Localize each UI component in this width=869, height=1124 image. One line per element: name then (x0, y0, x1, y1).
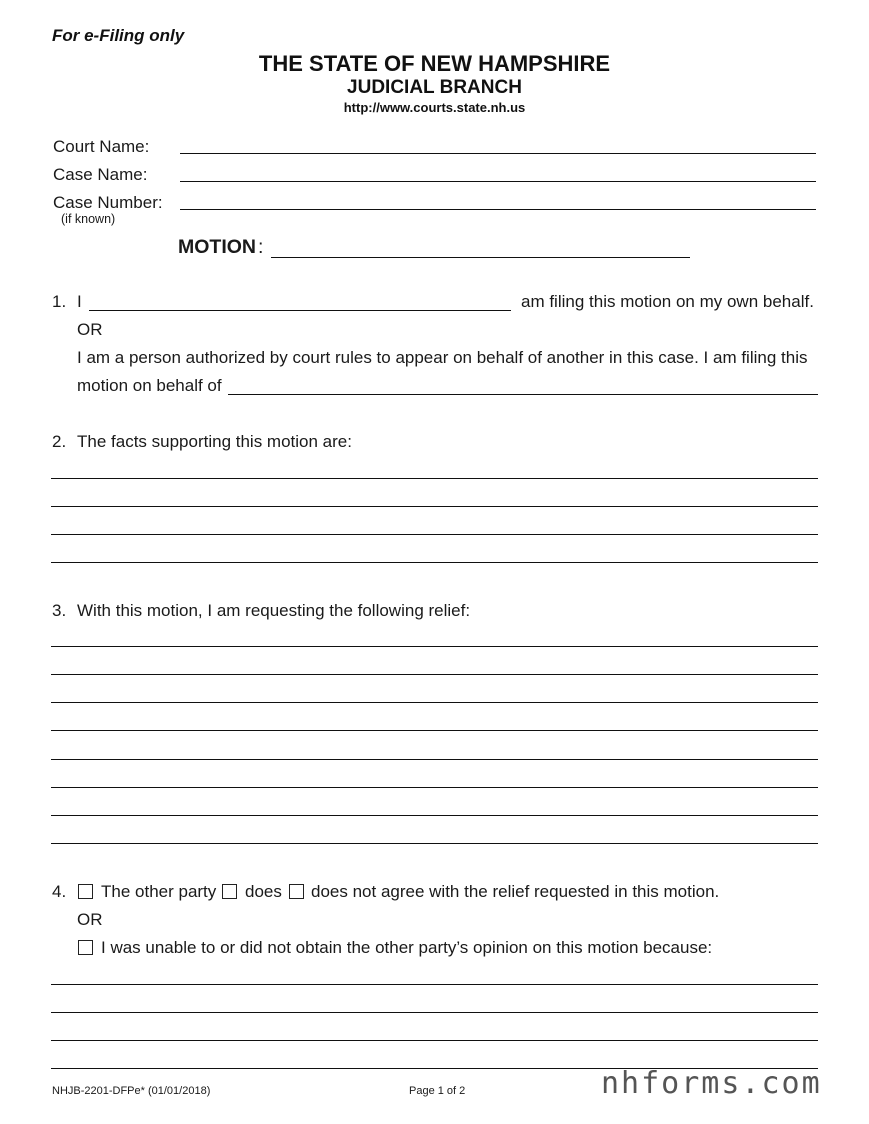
section-2-number: 2. (52, 432, 67, 451)
section-1-i: I (77, 292, 82, 311)
courts-url: http://www.courts.state.nh.us (343, 100, 526, 115)
unable-line (51, 1040, 818, 1041)
facts-field[interactable] (51, 464, 818, 564)
on-behalf-label: motion on behalf of (77, 376, 222, 395)
relief-line (51, 843, 818, 844)
on-behalf-field[interactable] (228, 394, 818, 395)
other-party-text: The other party (101, 882, 217, 901)
section-4-number: 4. (52, 882, 67, 901)
efiling-notice: For e-Filing only (52, 26, 185, 45)
state-title: THE STATE OF NEW HAMPSHIRE (258, 51, 611, 76)
filer-name-field[interactable] (89, 310, 511, 311)
section-3-number: 3. (52, 601, 67, 620)
case-name-field[interactable] (180, 181, 816, 182)
section-1-number: 1. (52, 292, 67, 311)
relief-line (51, 787, 818, 788)
unable-checkbox[interactable] (78, 940, 93, 955)
unable-line (51, 984, 818, 985)
case-number-label: Case Number: (53, 193, 163, 212)
case-number-field[interactable] (180, 209, 816, 210)
branch-title: JUDICIAL BRANCH (347, 77, 522, 98)
motion-colon: : (258, 236, 264, 258)
does-not-agree-text: does not agree with the relief requested in this motion. (311, 882, 720, 901)
facts-line (51, 506, 818, 507)
unable-line (51, 1012, 818, 1013)
relief-label: With this motion, I am requesting the following relief: (77, 601, 471, 620)
page-number: Page 1 of 2 (409, 1085, 466, 1097)
facts-label: The facts supporting this motion are: (77, 432, 352, 451)
unable-reason-field[interactable] (51, 970, 818, 1070)
does-text: does (245, 882, 282, 901)
relief-line (51, 674, 818, 675)
authorized-text: I am a person authorized by court rules to appear on behalf of another in this case. I am filing this (77, 348, 808, 367)
case-name-label: Case Name: (53, 165, 148, 184)
facts-line (51, 478, 818, 479)
does-agree-checkbox[interactable] (222, 884, 237, 899)
relief-line (51, 815, 818, 816)
if-known-note: (if known) (61, 212, 116, 226)
unable-text: I was unable to or did not obtain the other party’s opinion on this motion because: (101, 938, 713, 957)
section-1-or: OR (77, 320, 103, 339)
relief-line (51, 702, 818, 703)
relief-field[interactable] (51, 632, 818, 846)
court-name-label: Court Name: (53, 137, 150, 156)
other-party-checkbox[interactable] (78, 884, 93, 899)
motion-label: MOTION (178, 236, 256, 258)
does-not-agree-checkbox[interactable] (289, 884, 304, 899)
section-4-or: OR (77, 910, 103, 929)
court-name-field[interactable] (180, 153, 816, 154)
facts-line (51, 562, 818, 563)
relief-line (51, 759, 818, 760)
watermark: nhforms.com (601, 1066, 822, 1101)
motion-title-field[interactable] (271, 257, 690, 258)
form-id: NHJB-2201-DFPe* (01/01/2018) (52, 1085, 211, 1097)
own-behalf-text: am filing this motion on my own behalf. (521, 292, 814, 311)
relief-line (51, 646, 818, 647)
relief-line (51, 730, 818, 731)
facts-line (51, 534, 818, 535)
